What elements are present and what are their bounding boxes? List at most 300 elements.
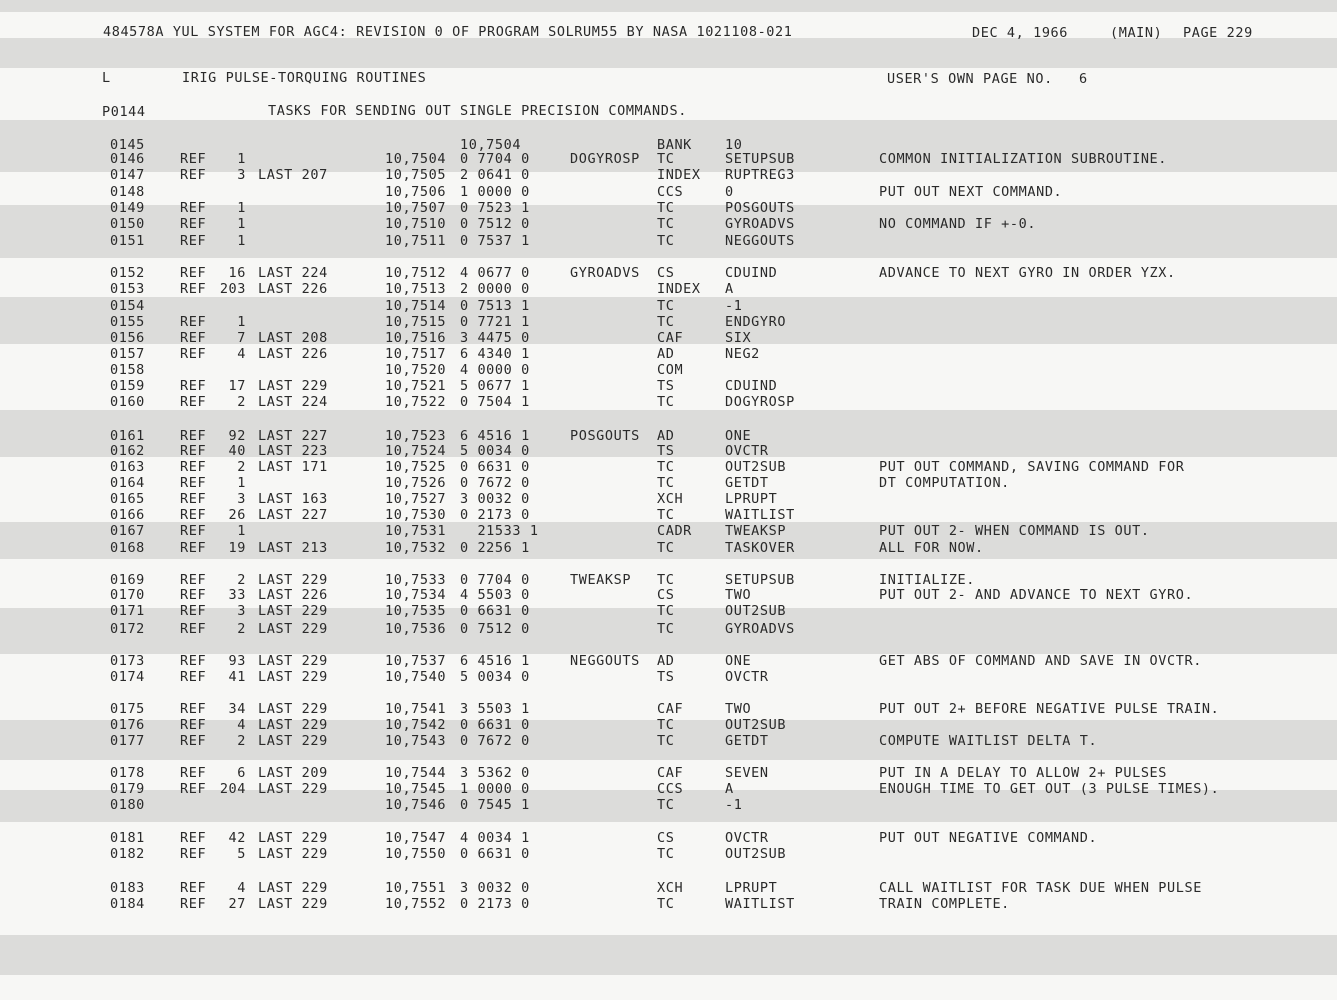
operand: RUPTREG3 bbox=[725, 167, 795, 183]
ref-marker: REF bbox=[180, 880, 207, 896]
operand: TWO bbox=[725, 587, 752, 603]
ref-count: 2 bbox=[237, 733, 246, 749]
address: 10,7521 bbox=[385, 378, 447, 394]
line-number: 0184 bbox=[110, 896, 145, 912]
octal-word: 0 7523 1 bbox=[460, 200, 530, 216]
opcode: TC bbox=[657, 896, 675, 912]
ref-marker: REF bbox=[180, 523, 207, 539]
address: 10,7506 bbox=[385, 184, 447, 200]
listing-row bbox=[0, 653, 1337, 669]
line-number: 0177 bbox=[110, 733, 145, 749]
octal-word: 0 2173 0 bbox=[460, 896, 530, 912]
ref-marker: REF bbox=[180, 846, 207, 862]
last-ref: LAST 227 bbox=[258, 428, 328, 444]
listing-row bbox=[0, 621, 1337, 637]
listing-row bbox=[0, 896, 1337, 912]
last-ref: LAST 229 bbox=[258, 896, 328, 912]
code-label: GYROADVS bbox=[570, 265, 640, 281]
opcode: TC bbox=[657, 507, 675, 523]
last-ref: LAST 229 bbox=[258, 621, 328, 637]
address: 10,7517 bbox=[385, 346, 447, 362]
opcode: TC bbox=[657, 733, 675, 749]
opcode: TC bbox=[657, 717, 675, 733]
address: 10,7504 bbox=[385, 151, 447, 167]
ref-marker: REF bbox=[180, 151, 207, 167]
ref-count: 6 bbox=[237, 765, 246, 781]
octal-word: 4 0034 1 bbox=[460, 830, 530, 846]
opcode: TC bbox=[657, 200, 675, 216]
octal-word: 0 2256 1 bbox=[460, 540, 530, 556]
ref-marker: REF bbox=[180, 443, 207, 459]
octal-word: 0 7704 0 bbox=[460, 572, 530, 588]
address: 10,7546 bbox=[385, 797, 447, 813]
octal-word: 5 0034 0 bbox=[460, 669, 530, 685]
octal-word: 10,7504 bbox=[460, 137, 522, 153]
opcode: CS bbox=[657, 830, 675, 846]
ref-count: 40 bbox=[228, 443, 246, 459]
comment: INITIALIZE. bbox=[879, 572, 976, 588]
address: 10,7505 bbox=[385, 167, 447, 183]
last-ref: LAST 224 bbox=[258, 394, 328, 410]
line-number: 0161 bbox=[110, 428, 145, 444]
operand: TWEAKSP bbox=[725, 523, 787, 539]
listing-row bbox=[0, 781, 1337, 797]
opcode: TS bbox=[657, 669, 675, 685]
operand: OUT2SUB bbox=[725, 603, 787, 619]
operand: A bbox=[725, 781, 734, 797]
address: 10,7526 bbox=[385, 475, 447, 491]
opcode: CAF bbox=[657, 330, 684, 346]
octal-word: 2 0000 0 bbox=[460, 281, 530, 297]
comment: PUT OUT NEGATIVE COMMAND. bbox=[879, 830, 1098, 846]
opcode: TC bbox=[657, 797, 675, 813]
operand: OVCTR bbox=[725, 830, 769, 846]
ref-count: 3 bbox=[237, 491, 246, 507]
ref-count: 93 bbox=[228, 653, 246, 669]
octal-word: 0 6631 0 bbox=[460, 459, 530, 475]
ref-marker: REF bbox=[180, 491, 207, 507]
last-ref: LAST 226 bbox=[258, 281, 328, 297]
last-ref: LAST 171 bbox=[258, 459, 328, 475]
listing-row bbox=[0, 459, 1337, 475]
address: 10,7535 bbox=[385, 603, 447, 619]
listing-row bbox=[0, 830, 1337, 846]
octal-word: 3 0032 0 bbox=[460, 491, 530, 507]
header-date: DEC 4, 1966 bbox=[972, 25, 1069, 41]
address: 10,7550 bbox=[385, 846, 447, 862]
operand: NEG2 bbox=[725, 346, 760, 362]
listing-row bbox=[0, 281, 1337, 297]
address: 10,7515 bbox=[385, 314, 447, 330]
octal-word: 0 7512 0 bbox=[460, 621, 530, 637]
listing-row bbox=[0, 394, 1337, 410]
line-number: 0168 bbox=[110, 540, 145, 556]
operand: OVCTR bbox=[725, 443, 769, 459]
line-number: 0183 bbox=[110, 880, 145, 896]
last-ref: LAST 229 bbox=[258, 781, 328, 797]
ref-marker: REF bbox=[180, 572, 207, 588]
octal-word: 0 7504 1 bbox=[460, 394, 530, 410]
listing-row bbox=[0, 507, 1337, 523]
octal-word: 0 7672 0 bbox=[460, 475, 530, 491]
ref-marker: REF bbox=[180, 669, 207, 685]
last-ref: LAST 229 bbox=[258, 733, 328, 749]
comment: ALL FOR NOW. bbox=[879, 540, 984, 556]
operand: SETUPSUB bbox=[725, 572, 795, 588]
last-ref: LAST 229 bbox=[258, 846, 328, 862]
address: 10,7547 bbox=[385, 830, 447, 846]
line-number: 0148 bbox=[110, 184, 145, 200]
line-number: 0155 bbox=[110, 314, 145, 330]
address: 10,7510 bbox=[385, 216, 447, 232]
ref-count: 2 bbox=[237, 394, 246, 410]
listing-row bbox=[0, 572, 1337, 588]
octal-word: 0 7672 0 bbox=[460, 733, 530, 749]
opcode: TS bbox=[657, 378, 675, 394]
ref-count: 1 bbox=[237, 216, 246, 232]
octal-word: 21533 1 bbox=[460, 523, 539, 539]
ref-count: 27 bbox=[228, 896, 246, 912]
operand: SETUPSUB bbox=[725, 151, 795, 167]
code-label: DOGYROSP bbox=[570, 151, 640, 167]
address: 10,7525 bbox=[385, 459, 447, 475]
ref-marker: REF bbox=[180, 216, 207, 232]
octal-word: 1 0000 0 bbox=[460, 781, 530, 797]
opcode: CCS bbox=[657, 781, 684, 797]
operand: LPRUPT bbox=[725, 880, 778, 896]
ref-count: 41 bbox=[228, 669, 246, 685]
ref-count: 203 bbox=[219, 281, 246, 297]
listing-row bbox=[0, 200, 1337, 216]
line-number: 0174 bbox=[110, 669, 145, 685]
address: 10,7543 bbox=[385, 733, 447, 749]
operand: OUT2SUB bbox=[725, 459, 787, 475]
ref-count: 5 bbox=[237, 846, 246, 862]
address: 10,7531 bbox=[385, 523, 447, 539]
listing-row bbox=[0, 362, 1337, 378]
address: 10,7544 bbox=[385, 765, 447, 781]
opcode: XCH bbox=[657, 880, 684, 896]
ref-marker: REF bbox=[180, 167, 207, 183]
last-ref: LAST 209 bbox=[258, 765, 328, 781]
ref-marker: REF bbox=[180, 621, 207, 637]
last-ref: LAST 229 bbox=[258, 717, 328, 733]
ref-marker: REF bbox=[180, 459, 207, 475]
line-number: 0163 bbox=[110, 459, 145, 475]
octal-word: 0 6631 0 bbox=[460, 846, 530, 862]
operand: -1 bbox=[725, 298, 743, 314]
operand: 10 bbox=[725, 137, 743, 153]
ref-marker: REF bbox=[180, 507, 207, 523]
line-number: 0182 bbox=[110, 846, 145, 862]
ref-marker: REF bbox=[180, 428, 207, 444]
comment: TRAIN COMPLETE. bbox=[879, 896, 1010, 912]
header-page: PAGE 229 bbox=[1183, 25, 1253, 41]
ref-count: 1 bbox=[237, 151, 246, 167]
last-ref: LAST 229 bbox=[258, 830, 328, 846]
ref-marker: REF bbox=[180, 701, 207, 717]
opcode: COM bbox=[657, 362, 684, 378]
operand: ONE bbox=[725, 428, 752, 444]
ref-count: 3 bbox=[237, 603, 246, 619]
operand: A bbox=[725, 281, 734, 297]
opcode: TC bbox=[657, 603, 675, 619]
comment: PUT IN A DELAY TO ALLOW 2+ PULSES bbox=[879, 765, 1168, 781]
line-number: 0178 bbox=[110, 765, 145, 781]
octal-word: 0 7537 1 bbox=[460, 233, 530, 249]
last-ref: LAST 229 bbox=[258, 603, 328, 619]
operand: TWO bbox=[725, 701, 752, 717]
comment: CALL WAITLIST FOR TASK DUE WHEN PULSE bbox=[879, 880, 1202, 896]
last-ref: LAST 223 bbox=[258, 443, 328, 459]
listing-row bbox=[0, 797, 1337, 813]
subheader-user-page: USER'S OWN PAGE NO. 6 bbox=[887, 71, 1088, 87]
operand: OUT2SUB bbox=[725, 717, 787, 733]
ref-marker: REF bbox=[180, 378, 207, 394]
listing-row bbox=[0, 475, 1337, 491]
subheader-routine: IRIG PULSE-TORQUING ROUTINES bbox=[182, 70, 427, 86]
opcode: CAF bbox=[657, 701, 684, 717]
ref-count: 42 bbox=[228, 830, 246, 846]
opcode: AD bbox=[657, 346, 675, 362]
line-number: 0166 bbox=[110, 507, 145, 523]
last-ref: LAST 226 bbox=[258, 346, 328, 362]
operand: POSGOUTS bbox=[725, 200, 795, 216]
last-ref: LAST 229 bbox=[258, 653, 328, 669]
line-number: 0151 bbox=[110, 233, 145, 249]
line-number: 0170 bbox=[110, 587, 145, 603]
operand: WAITLIST bbox=[725, 896, 795, 912]
ref-count: 4 bbox=[237, 880, 246, 896]
operand: ONE bbox=[725, 653, 752, 669]
last-ref: LAST 163 bbox=[258, 491, 328, 507]
octal-word: 0 7721 1 bbox=[460, 314, 530, 330]
line-number: 0149 bbox=[110, 200, 145, 216]
address: 10,7533 bbox=[385, 572, 447, 588]
line-number: 0175 bbox=[110, 701, 145, 717]
opcode: AD bbox=[657, 428, 675, 444]
ref-count: 26 bbox=[228, 507, 246, 523]
address: 10,7524 bbox=[385, 443, 447, 459]
line-number: 0173 bbox=[110, 653, 145, 669]
opcode: TC bbox=[657, 151, 675, 167]
operand: CDUIND bbox=[725, 265, 778, 281]
octal-word: 0 7512 0 bbox=[460, 216, 530, 232]
comment: ADVANCE TO NEXT GYRO IN ORDER YZX. bbox=[879, 265, 1176, 281]
octal-word: 2 0641 0 bbox=[460, 167, 530, 183]
line-number: 0150 bbox=[110, 216, 145, 232]
ref-marker: REF bbox=[180, 587, 207, 603]
last-ref: LAST 229 bbox=[258, 378, 328, 394]
section-text: TASKS FOR SENDING OUT SINGLE PRECISION COMMANDS. bbox=[268, 103, 687, 119]
listing-row bbox=[0, 846, 1337, 862]
comment: PUT OUT 2+ BEFORE NEGATIVE PULSE TRAIN. bbox=[879, 701, 1220, 717]
ref-count: 3 bbox=[237, 167, 246, 183]
ref-count: 19 bbox=[228, 540, 246, 556]
operand: GYROADVS bbox=[725, 621, 795, 637]
listing-row bbox=[0, 540, 1337, 556]
ref-count: 1 bbox=[237, 314, 246, 330]
address: 10,7552 bbox=[385, 896, 447, 912]
last-ref: LAST 229 bbox=[258, 701, 328, 717]
ref-marker: REF bbox=[180, 603, 207, 619]
listing-row bbox=[0, 701, 1337, 717]
line-number: 0146 bbox=[110, 151, 145, 167]
comment: COMMON INITIALIZATION SUBROUTINE. bbox=[879, 151, 1168, 167]
address: 10,7527 bbox=[385, 491, 447, 507]
listing-row bbox=[0, 717, 1337, 733]
octal-word: 4 0000 0 bbox=[460, 362, 530, 378]
address: 10,7537 bbox=[385, 653, 447, 669]
ref-count: 34 bbox=[228, 701, 246, 717]
ref-marker: REF bbox=[180, 200, 207, 216]
line-number: 0176 bbox=[110, 717, 145, 733]
opcode: BANK bbox=[657, 137, 692, 153]
opcode: TS bbox=[657, 443, 675, 459]
listing-row bbox=[0, 298, 1337, 314]
operand: GETDT bbox=[725, 733, 769, 749]
ref-marker: REF bbox=[180, 346, 207, 362]
code-label: POSGOUTS bbox=[570, 428, 640, 444]
octal-word: 4 5503 0 bbox=[460, 587, 530, 603]
line-number: 0171 bbox=[110, 603, 145, 619]
address: 10,7522 bbox=[385, 394, 447, 410]
listing-row bbox=[0, 184, 1337, 200]
line-number: 0180 bbox=[110, 797, 145, 813]
address: 10,7513 bbox=[385, 281, 447, 297]
line-number: 0153 bbox=[110, 281, 145, 297]
ref-marker: REF bbox=[180, 314, 207, 330]
listing-row bbox=[0, 669, 1337, 685]
line-number: 0157 bbox=[110, 346, 145, 362]
address: 10,7541 bbox=[385, 701, 447, 717]
address: 10,7511 bbox=[385, 233, 447, 249]
operand: GYROADVS bbox=[725, 216, 795, 232]
octal-word: 6 4516 1 bbox=[460, 428, 530, 444]
opcode: TC bbox=[657, 475, 675, 491]
opcode: TC bbox=[657, 233, 675, 249]
address: 10,7545 bbox=[385, 781, 447, 797]
line-number: 0164 bbox=[110, 475, 145, 491]
listing-row bbox=[0, 216, 1337, 232]
listing-row bbox=[0, 880, 1337, 896]
ref-count: 4 bbox=[237, 346, 246, 362]
octal-word: 0 6631 0 bbox=[460, 717, 530, 733]
opcode: TC bbox=[657, 572, 675, 588]
address: 10,7514 bbox=[385, 298, 447, 314]
opcode: TC bbox=[657, 216, 675, 232]
opcode: TC bbox=[657, 846, 675, 862]
listing-row bbox=[0, 151, 1337, 167]
line-number: 0179 bbox=[110, 781, 145, 797]
address: 10,7540 bbox=[385, 669, 447, 685]
operand: CDUIND bbox=[725, 378, 778, 394]
octal-word: 6 4340 1 bbox=[460, 346, 530, 362]
octal-word: 3 5362 0 bbox=[460, 765, 530, 781]
octal-word: 5 0677 1 bbox=[460, 378, 530, 394]
address: 10,7532 bbox=[385, 540, 447, 556]
subheader-marker: L bbox=[102, 70, 111, 86]
operand: -1 bbox=[725, 797, 743, 813]
listing-row bbox=[0, 167, 1337, 183]
opcode: CADR bbox=[657, 523, 692, 539]
ref-marker: REF bbox=[180, 330, 207, 346]
last-ref: LAST 213 bbox=[258, 540, 328, 556]
address: 10,7523 bbox=[385, 428, 447, 444]
operand: DOGYROSP bbox=[725, 394, 795, 410]
listing-row bbox=[0, 523, 1337, 539]
ref-marker: REF bbox=[180, 394, 207, 410]
listing-row bbox=[0, 314, 1337, 330]
address: 10,7551 bbox=[385, 880, 447, 896]
operand: OVCTR bbox=[725, 669, 769, 685]
ref-marker: REF bbox=[180, 540, 207, 556]
ref-marker: REF bbox=[180, 896, 207, 912]
listing-row bbox=[0, 265, 1337, 281]
operand: NEGGOUTS bbox=[725, 233, 795, 249]
ref-marker: REF bbox=[180, 765, 207, 781]
operand: ENDGYRO bbox=[725, 314, 787, 330]
ref-marker: REF bbox=[180, 233, 207, 249]
comment: COMPUTE WAITLIST DELTA T. bbox=[879, 733, 1098, 749]
listing-row bbox=[0, 443, 1337, 459]
header-section: (MAIN) bbox=[1110, 25, 1163, 41]
listing-row bbox=[0, 491, 1337, 507]
ref-count: 16 bbox=[228, 265, 246, 281]
listing-row bbox=[0, 587, 1337, 603]
opcode: CAF bbox=[657, 765, 684, 781]
octal-word: 0 7513 1 bbox=[460, 298, 530, 314]
address: 10,7516 bbox=[385, 330, 447, 346]
opcode: AD bbox=[657, 653, 675, 669]
line-number: 0167 bbox=[110, 523, 145, 539]
listing-row bbox=[0, 428, 1337, 444]
octal-word: 0 7545 1 bbox=[460, 797, 530, 813]
header-title: 484578A YUL SYSTEM FOR AGC4: REVISION 0 OF PROGRAM SOLRUM55 BY NASA 1021108-021 bbox=[103, 24, 793, 40]
last-ref: LAST 229 bbox=[258, 669, 328, 685]
address: 10,7534 bbox=[385, 587, 447, 603]
octal-word: 5 0034 0 bbox=[460, 443, 530, 459]
ref-count: 17 bbox=[228, 378, 246, 394]
line-number: 0169 bbox=[110, 572, 145, 588]
line-number: 0156 bbox=[110, 330, 145, 346]
last-ref: LAST 227 bbox=[258, 507, 328, 523]
code-label: NEGGOUTS bbox=[570, 653, 640, 669]
ref-count: 2 bbox=[237, 572, 246, 588]
ref-marker: REF bbox=[180, 830, 207, 846]
listing-row bbox=[0, 603, 1337, 619]
listing-row bbox=[0, 330, 1337, 346]
ref-count: 1 bbox=[237, 523, 246, 539]
opcode: TC bbox=[657, 298, 675, 314]
ref-marker: REF bbox=[180, 781, 207, 797]
last-ref: LAST 229 bbox=[258, 572, 328, 588]
octal-word: 4 0677 0 bbox=[460, 265, 530, 281]
comment: PUT OUT COMMAND, SAVING COMMAND FOR bbox=[879, 459, 1185, 475]
code-label: TWEAKSP bbox=[570, 572, 632, 588]
line-number: 0152 bbox=[110, 265, 145, 281]
listing-row bbox=[0, 378, 1337, 394]
operand: WAITLIST bbox=[725, 507, 795, 523]
line-number: 0145 bbox=[110, 137, 145, 153]
octal-word: 6 4516 1 bbox=[460, 653, 530, 669]
octal-word: 0 7704 0 bbox=[460, 151, 530, 167]
line-number: 0181 bbox=[110, 830, 145, 846]
line-number: 0158 bbox=[110, 362, 145, 378]
listing-row bbox=[0, 733, 1337, 749]
listing-row bbox=[0, 233, 1337, 249]
last-ref: LAST 208 bbox=[258, 330, 328, 346]
